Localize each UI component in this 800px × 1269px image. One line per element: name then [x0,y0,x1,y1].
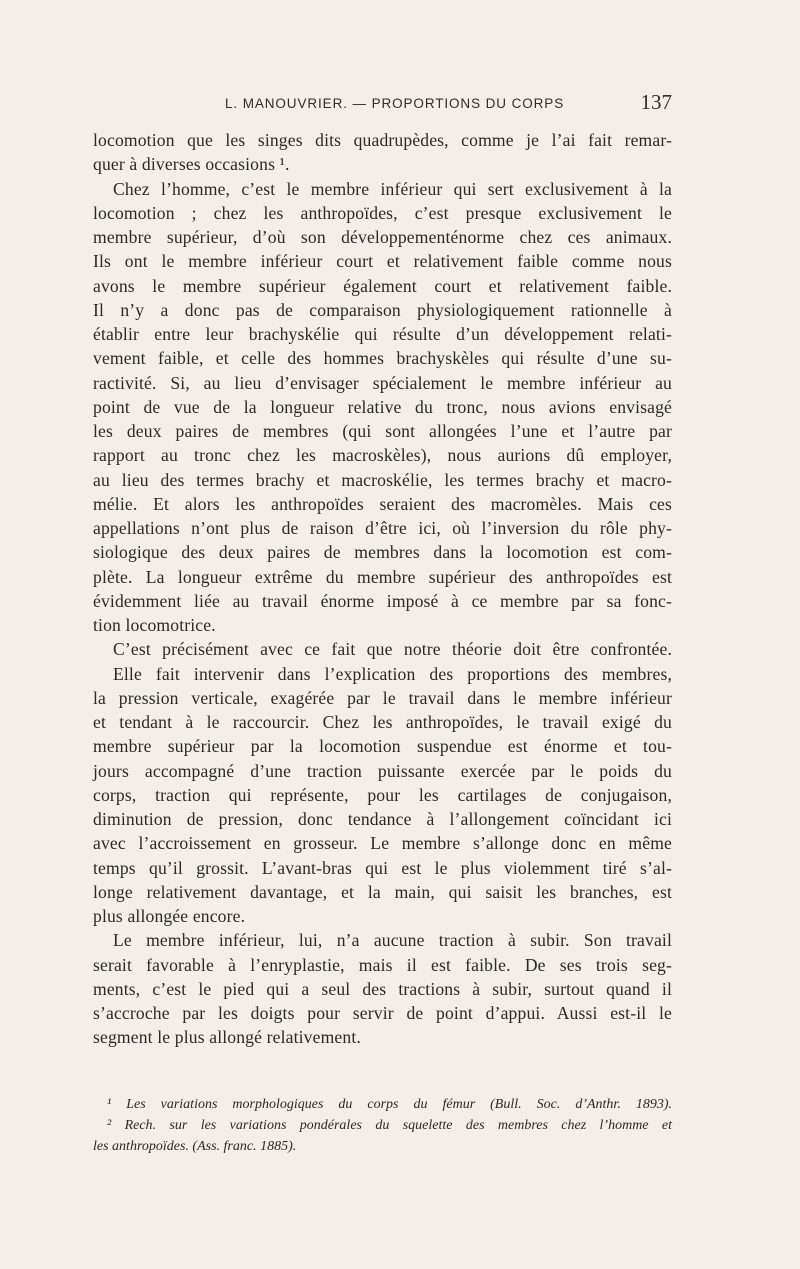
body-line: plus allongée encore. [93,906,246,926]
body-line: plète. La longueur extrême du membre supérieur des anthropoïdes est [93,566,672,587]
footnote-2-cont: les anthropoïdes. (Ass. franc. 1885). [93,1139,297,1154]
body-line: corps, traction qui représente, pour les cartilages de conjugaison, [93,784,672,805]
body-line: temps qu’il grossit. L’avant-bras qui est le plus violemment tiré s’al- [93,857,672,878]
running-header [93,88,672,118]
body-line: siologique des deux paires de membres dans la locomotion est com- [93,542,672,563]
body-line: point de vue de la longueur relative du tronc, nous avions envisagé [93,396,672,417]
body-line: s’accroche par les doigts pour servir de point d’appui. Aussi est-il le [93,1003,672,1023]
body-line: ractivité. Si, au lieu d’envisager spécialement le membre inférieur au [93,372,672,393]
body-line: et tendant à le raccourcir. Chez les anthropoïdes, le travail exigé du [93,712,672,732]
body-line: jours accompagné d’une traction puissante exercée par le poids du [93,760,672,781]
body-line: avec l’accroissement en grosseur. Le membre s’allonge donc en même [93,833,672,854]
body-line: serait favorable à l’enryplastie, mais il est faible. De ses trois seg- [93,954,672,975]
body-line: mélie. Et alors les anthropoïdes seraient des macromèles. Mais ces [93,493,672,514]
body-line: Le membre inférieur, lui, n’a aucune traction à subir. Son travail [113,930,672,951]
body-line: segment le plus allongé relativement. [93,1027,361,1048]
body-line: ments, c’est le pied qui a seul des tractions à subir, surtout quand il [93,978,672,999]
body-line: Il n’y a donc pas de comparaison physiologiquement rationnelle à [93,299,672,320]
body-line: membre supérieur, d’où son développementénorme chez ces animaux. [93,227,672,247]
body-line: longe relativement davantage, et la main, qui saisit les branches, est [93,881,672,902]
page-number: 137 [640,90,672,114]
body-line: Chez l’homme, c’est le membre inférieur qui sert exclusivement à la [113,178,672,199]
body-line: C’est précisément avec ce fait que notre théorie doit être confrontée. [113,639,672,660]
body-line: Ils ont le membre inférieur court et relativement faible comme nous [93,251,672,272]
body-line: appellations n’ont plus de raison d’être ici, où l’inversion du rôle phy- [93,518,672,538]
body-line: membre supérieur par la locomotion suspendue est énorme et tou- [93,736,672,757]
footnote-1: ¹ Les variations morphologiques du corps du fémur (Bull. Soc. d’Anthr. 1893). [107,1097,672,1112]
footnote-2: ² Rech. sur les variations pondérales du squelette des membres chez l’homme et [107,1118,672,1133]
body-line: locomotion ; chez les anthropoïdes, c’est presque exclusivement le [93,202,672,223]
body-line: rapport au tronc chez les macroskèles), nous aurions dû employer, [93,445,672,466]
body-line: évidemment liée au travail énorme imposé à ce membre par sa fonc- [93,590,672,611]
body-line: la pression verticale, exagérée par le travail dans le membre inférieur [93,687,672,708]
running-title: L. MANOUVRIER. — PROPORTIONS DU CORPS [225,96,565,111]
body-line: les deux paires de membres (qui sont allongées l’une et l’autre par [93,421,672,441]
body-line: quer à diverses occasions ¹. [93,154,290,175]
body-line: Elle fait intervenir dans l’explication des proportions des membres, [113,663,672,684]
body-line: diminution de pression, donc tendance à l’allongement coïncidant ici [93,809,672,829]
body-line: vement faible, et celle des hommes brachyskèles qui résulte d’une su- [93,348,672,369]
body-line: locomotion que les singes dits quadrupèdes, comme je l’ai fait remar- [93,130,672,150]
body-line: tion locomotrice. [93,615,216,635]
body-line: au lieu des termes brachy et macroskélie, les termes brachy et macro- [93,469,672,490]
body-line: établir entre leur brachyskélie qui résulte d’un développement relati- [93,324,672,344]
body-text [93,128,672,1050]
body-line: avons le membre supérieur également court et relativement faible. [93,275,672,296]
footnotes [93,1094,672,1157]
